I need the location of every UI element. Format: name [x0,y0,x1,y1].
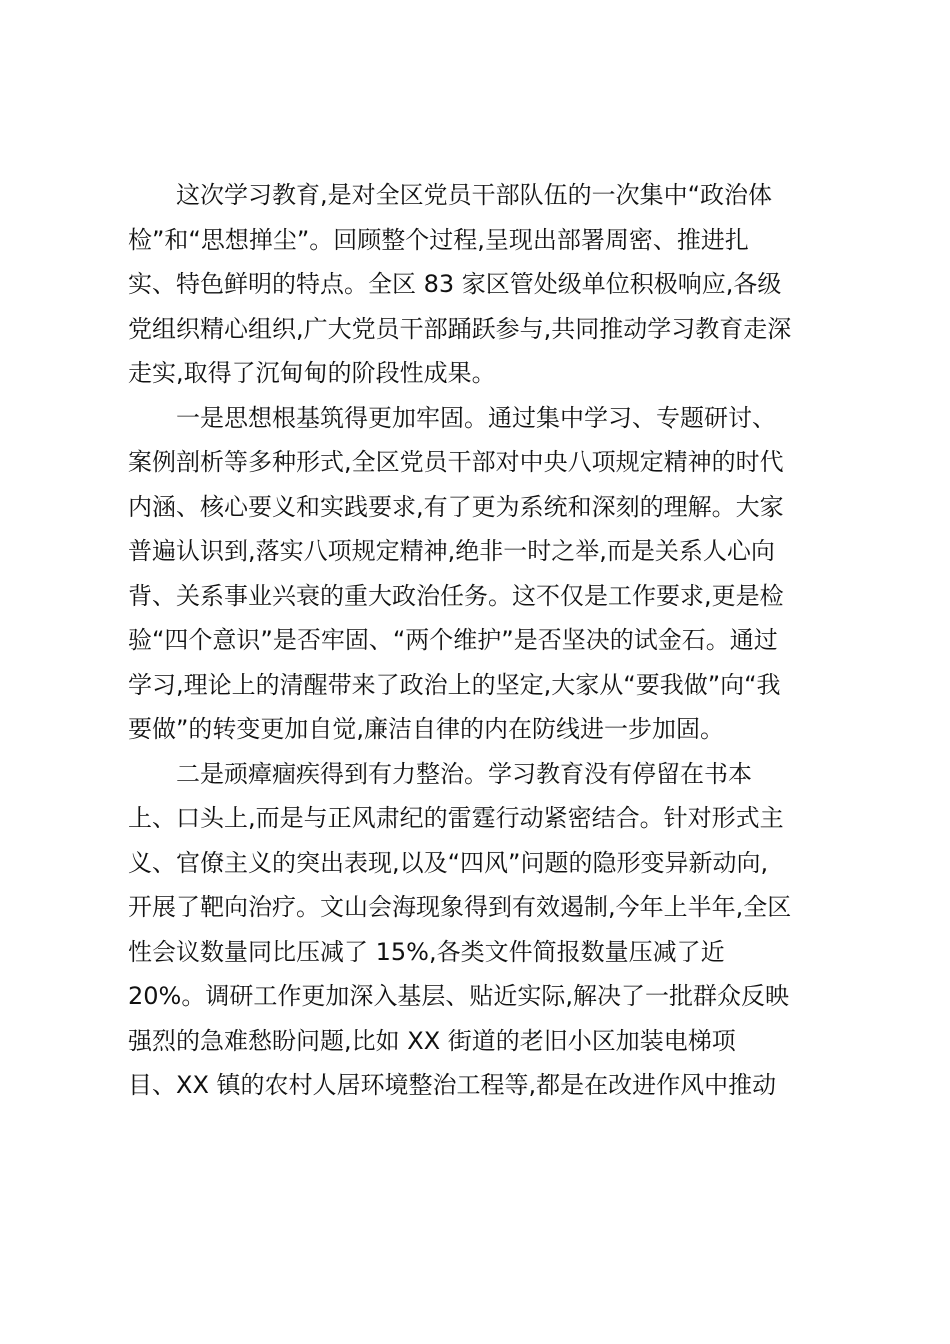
text-line: 验“四个意识”是否牢固、“两个维护”是否坚决的试金石。通过 [128,626,778,654]
text-line: 学习,理论上的清醒带来了政治上的坚定,大家从“要我做”向“我 [128,670,781,699]
text-line: 要做”的转变更加自觉,廉洁自律的内在防线进一步加固。 [128,715,725,743]
text-line: 走实,取得了沉甸甸的阶段性成果。 [128,359,496,387]
text-line: 党组织精心组织,广大党员干部踊跃参与,共同推动学习教育走深 [128,314,792,343]
text-line: 案例剖析等多种形式,全区党员干部对中央八项规定精神的时代 [128,448,784,476]
text-line: 20%。调研工作更加深入基层、贴近实际,解决了一批群众反映 [128,982,789,1010]
text-line: 性会议数量同比压减了 15%,各类文件简报数量压减了近 [128,937,725,966]
text-line: 一是思想根基筑得更加牢固。通过集中学习、专题研讨、 [176,403,776,432]
paragraph-rectification [128,752,838,1108]
text-line: 强烈的急难愁盼问题,比如 XX 街道的老旧小区加装电梯项 [128,1026,736,1055]
text-line: 开展了靶向治疗。文山会海现象得到有效遏制,今年上半年,全区 [128,893,792,921]
paragraph-summary [128,173,838,396]
text-line: 背、关系事业兴衰的重大政治任务。这不仅是工作要求,更是检 [128,581,784,610]
text-line: 二是顽瘴痼疾得到有力整治。学习教育没有停留在书本 [176,759,752,788]
text-line: 普遍认识到,落实八项规定精神,绝非一时之举,而是关系人心向 [128,537,775,565]
text-line: 义、官僚主义的突出表现,以及“四风”问题的隐形变异新动向, [128,848,769,877]
text-line: 上、口头上,而是与正风肃纪的雷霆行动紧密结合。针对形式主 [128,804,784,832]
text-line: 内涵、核心要义和实践要求,有了更为系统和深刻的理解。大家 [128,492,784,521]
text-line: 目、XX 镇的农村人居环境整治工程等,都是在改进作风中推动 [128,1071,777,1099]
text-line: 实、特色鲜明的特点。全区 83 家区管处级单位积极响应,各级 [128,270,782,298]
document-body [128,173,838,1108]
text-line: 检”和“思想掸尘”。回顾整个过程,呈现出部署周密、推进扎 [128,225,749,254]
text-line: 这次学习教育,是对全区党员干部队伍的一次集中“政治体 [176,181,773,209]
paragraph-ideology [128,396,838,752]
